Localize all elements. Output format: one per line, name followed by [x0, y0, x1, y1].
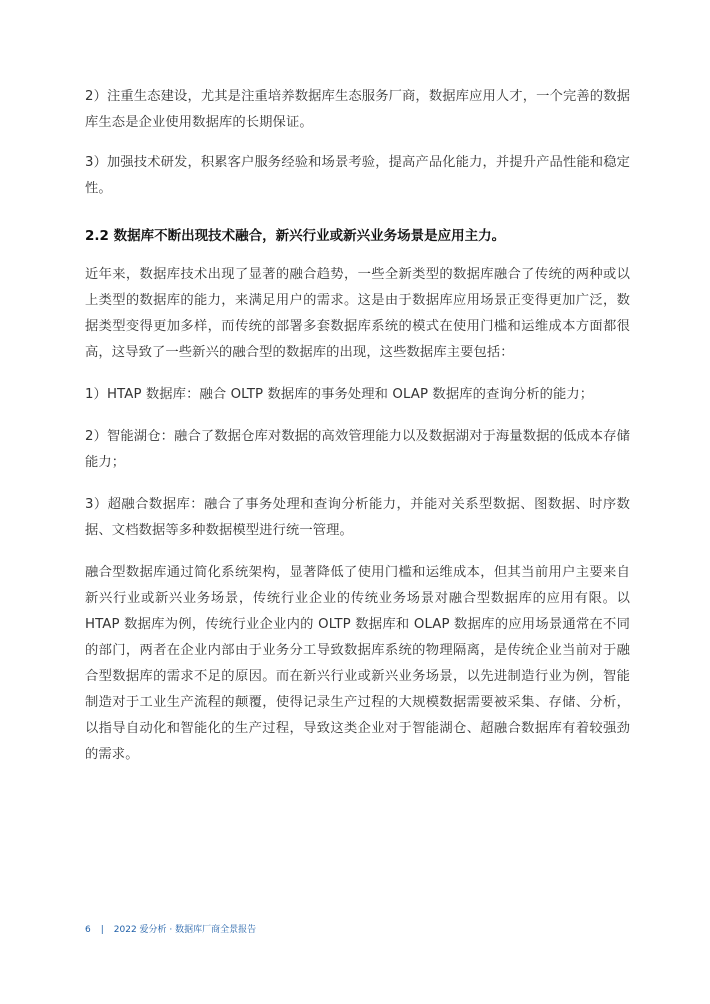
section-heading: 2.2 数据库不断出现技术融合，新兴行业或新兴业务场景是应用主力。: [85, 228, 506, 244]
paragraph-analysis: 融合型数据库通过简化系统架构，显著降低了使用门槛和运维成本，但其当前用户主要来自新兴行业或新兴业务场景，传统行业企业的传统业务场景对融合型数据库的应用有限。以 HTAP 数据库为例，传统行业企业内的 OLTP 数据库和 OLAP 数据库的应用场景通常在不同的部门，两者在企业内部由于业务分工导致数据库系统的物理隔离，是传统企业当前对于融合型数据库的需求不足的原因。而在新兴行业或新兴业务场景，以先进制造行业为例，智能制造对于工业生产流程的颠覆，使得记录生产过程的大规模数据需要被采集、存储、分析，以指导自动化和智能化的生产过程，导致这类企业对于智能湖仓、超融合数据库有着较强劲的需求。: [85, 565, 630, 762]
report-title: 2022 爱分析 · 数据库厂商全景报告: [113, 925, 257, 935]
page-content: [85, 84, 630, 768]
paragraph-rnd: 3）加强技术研发，积累客户服务经验和场景考验，提高产品化能力，并提升产品性能和稳定性。: [85, 155, 630, 196]
list-item-lakehouse: 2）智能湖仓：融合了数据仓库对数据的高效管理能力以及数据湖对于海量数据的低成本存储能力；: [85, 429, 630, 470]
paragraph-ecosystem: 2）注重生态建设，尤其是注重培养数据库生态服务厂商，数据库应用人才，一个完善的数据库生态是企业使用数据库的长期保证。: [85, 89, 630, 130]
list-item-htap: 1）HTAP 数据库：融合 OLTP 数据库的事务处理和 OLAP 数据库的查询分析的能力；: [85, 387, 594, 402]
list-item-hyperconverged: 3）超融合数据库：融合了事务处理和查询分析能力，并能对关系型数据、图数据、时序数据、文档数据等多种数据模型进行统一管理。: [85, 497, 630, 538]
page-number: 6: [85, 925, 91, 935]
page-footer: [85, 922, 256, 935]
paragraph-intro: 近年来，数据库技术出现了显著的融合趋势，一些全新类型的数据库融合了传统的两种或以上类型的数据库的能力，来满足用户的需求。这是由于数据库应用场景正变得更加广泛，数据类型变得更加多样，而传统的部署多套数据库系统的模式在使用门槛和运维成本方面都很高，这导致了一些新兴的融合型的数据库的出现，这些数据库主要包括：: [85, 267, 630, 360]
footer-separator: |: [100, 925, 104, 935]
